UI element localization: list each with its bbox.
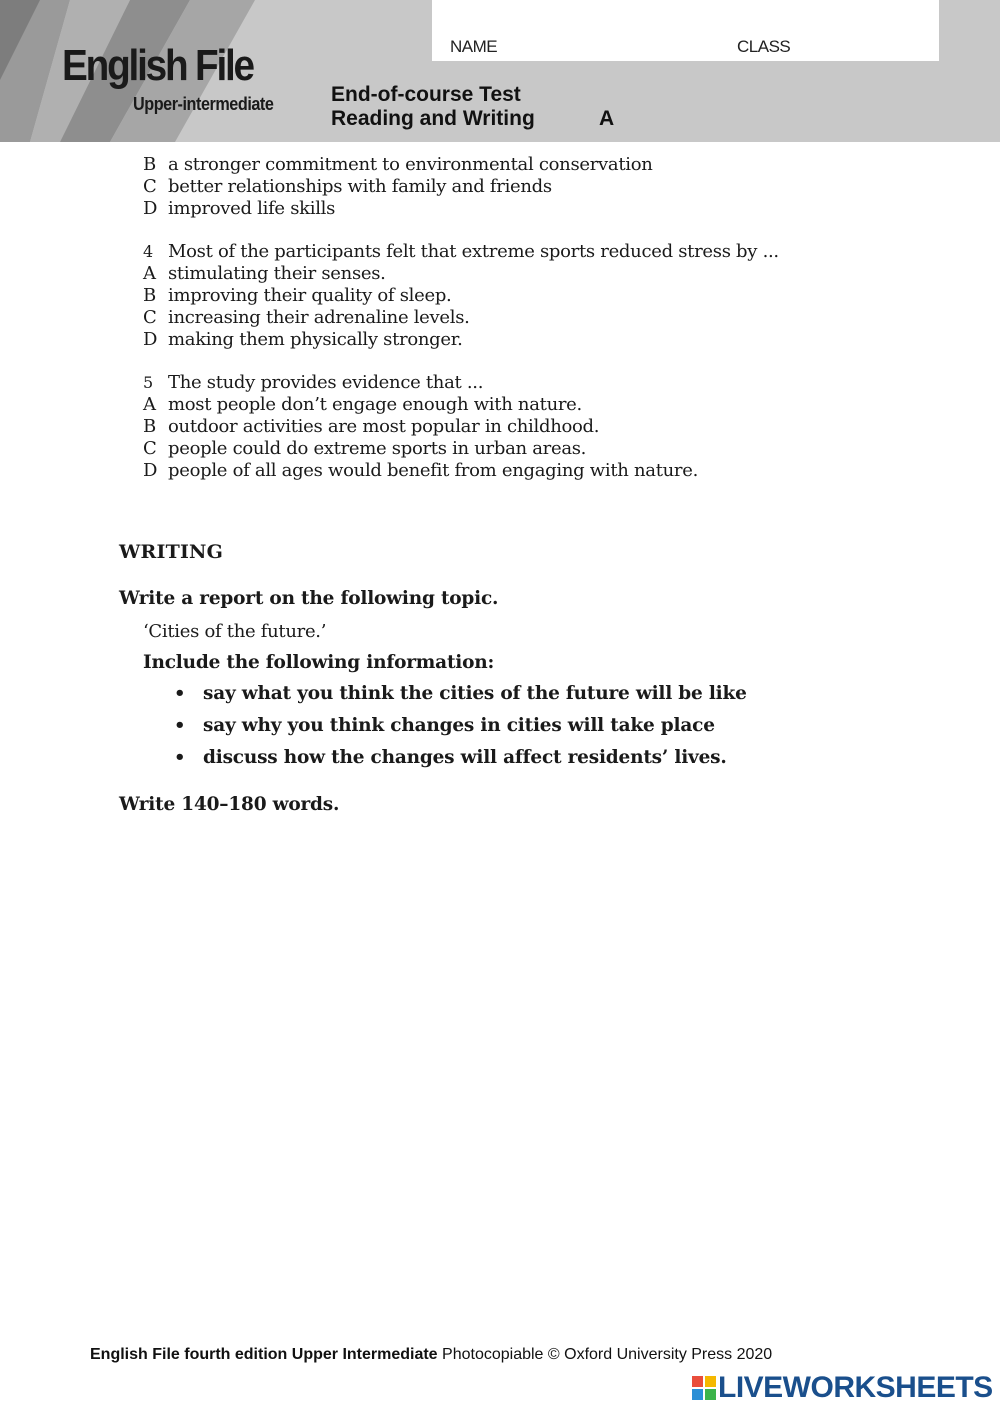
question-text: The study provides evidence that ... <box>168 372 484 393</box>
liveworksheets-logo-icon <box>692 1376 716 1400</box>
option-text: better relationships with family and friends <box>168 176 552 197</box>
option-letter: C <box>143 176 157 197</box>
bullet-icon: • <box>174 683 186 704</box>
test-version: A <box>599 107 615 130</box>
option-letter: B <box>143 285 156 306</box>
option-text: people could do extreme sports in urban areas. <box>168 438 587 459</box>
test-subtitle: Reading and Writing <box>331 107 535 130</box>
option-text: improved life skills <box>168 198 336 219</box>
option-text: making them physically stronger. <box>168 329 463 350</box>
option-letter: D <box>143 198 158 219</box>
bullet-item: discuss how the changes will affect residents’ lives. <box>203 747 727 768</box>
option-text: people of all ages would benefit from engaging with nature. <box>168 460 698 481</box>
writing-instruction: Write a report on the following topic. <box>119 588 499 609</box>
option-letter: B <box>143 416 156 437</box>
option-letter: C <box>143 438 157 459</box>
section-heading: WRITING <box>119 541 224 563</box>
option-letter: D <box>143 329 158 350</box>
brand-level: Upper-intermediate <box>133 94 274 114</box>
option-text: improving their quality of sleep. <box>168 285 452 306</box>
option-text: a stronger commitment to environmental conservation <box>168 154 653 175</box>
page-footer <box>90 1346 772 1364</box>
include-label: Include the following information: <box>143 652 495 673</box>
page-header <box>0 0 1000 142</box>
option-letter: B <box>143 154 156 175</box>
liveworksheets-text: LIVEWORKSHEETS <box>718 1371 993 1404</box>
footer-copyright: Photocopiable © Oxford University Press 2020 <box>437 1346 773 1363</box>
option-letter: A <box>143 263 156 284</box>
option-letter: C <box>143 307 157 328</box>
footer-book-title: English File fourth edition Upper Intermediate <box>90 1346 438 1363</box>
question-number: 5 <box>143 373 153 392</box>
brand-logo: English File <box>62 41 253 90</box>
bullet-item: say what you think the cities of the future will be like <box>203 683 747 704</box>
name-label: NAME <box>450 37 498 56</box>
option-text: increasing their adrenaline levels. <box>168 307 470 328</box>
test-title: End-of-course Test <box>331 83 521 106</box>
name-class-box <box>432 0 939 61</box>
word-count-instruction: Write 140–180 words. <box>119 794 340 815</box>
bullet-icon: • <box>174 747 186 768</box>
option-letter: A <box>143 394 156 415</box>
option-text: outdoor activities are most popular in childhood. <box>168 416 600 437</box>
bullet-item: say why you think changes in cities will take place <box>203 715 715 736</box>
option-text: most people don’t engage enough with nature. <box>168 394 582 415</box>
option-letter: D <box>143 460 158 481</box>
question-text: Most of the participants felt that extreme sports reduced stress by ... <box>168 241 779 262</box>
question-number: 4 <box>143 242 153 261</box>
option-text: stimulating their senses. <box>168 263 386 284</box>
class-label: CLASS <box>737 37 791 56</box>
writing-topic: ‘Cities of the future.’ <box>143 621 327 642</box>
bullet-icon: • <box>174 715 186 736</box>
